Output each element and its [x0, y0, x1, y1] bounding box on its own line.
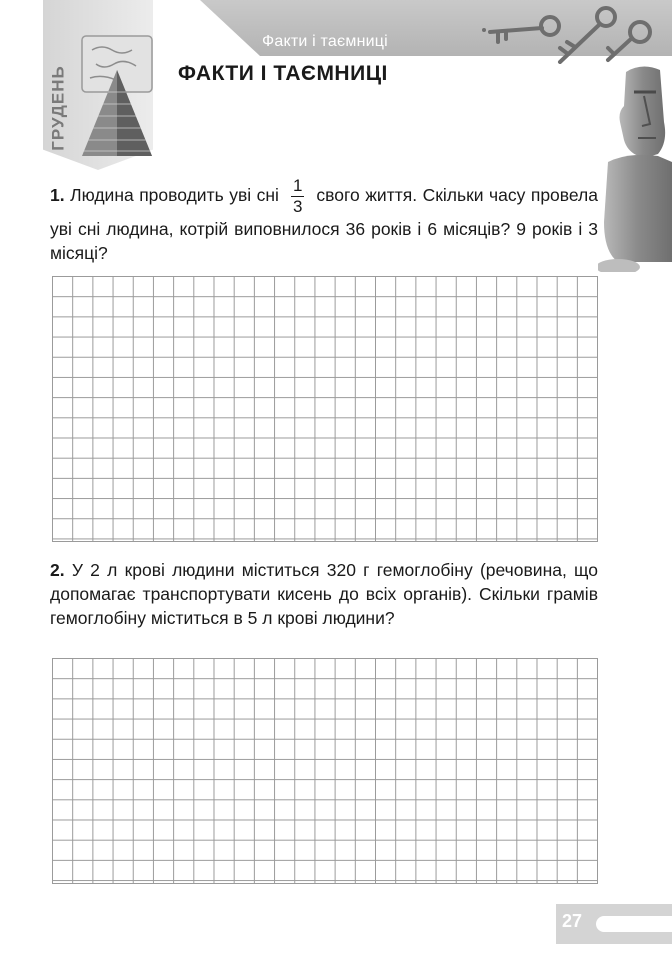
fraction-one-third: [291, 176, 304, 217]
task-1-answer-grid[interactable]: [52, 276, 598, 542]
page-number: 27: [562, 911, 583, 931]
pyramid-map-icon: [78, 30, 156, 162]
antique-keys-icon: [480, 2, 660, 64]
moai-statue-icon: [598, 62, 672, 272]
task-2-body: У 2 л крові людини міститься 320 г гемоглобіну (речовина, що допомагає транспортувати кисень до всіх органів). Скільки грамів гемоглобіну міститься в 5 л крові людини?: [50, 560, 598, 628]
task-1-number: 1.: [50, 185, 65, 206]
task-2-number: 2.: [50, 560, 65, 580]
section-title: Факти і таємниці: [262, 33, 388, 50]
fraction-denominator: 3: [292, 197, 303, 216]
task-1-text-before: Людина проводить уві сні: [70, 185, 279, 206]
fraction-numerator: 1: [292, 176, 303, 195]
page-tab-stripe: [596, 916, 672, 932]
task-2-answer-grid[interactable]: [52, 658, 598, 884]
page-title: ФАКТИ І ТАЄМНИЦІ: [178, 62, 388, 85]
month-label: [39, 58, 79, 158]
task-1-text-after: свого життя. Скільки часу провела уві сні людина, котрій виповнилося 36 років і 6 місяців? 9 років і 3 місяці?: [50, 185, 598, 263]
month-name: ГРУДЕНЬ: [49, 65, 69, 151]
task-2-text: [50, 558, 598, 630]
task-1-text: [50, 176, 598, 265]
